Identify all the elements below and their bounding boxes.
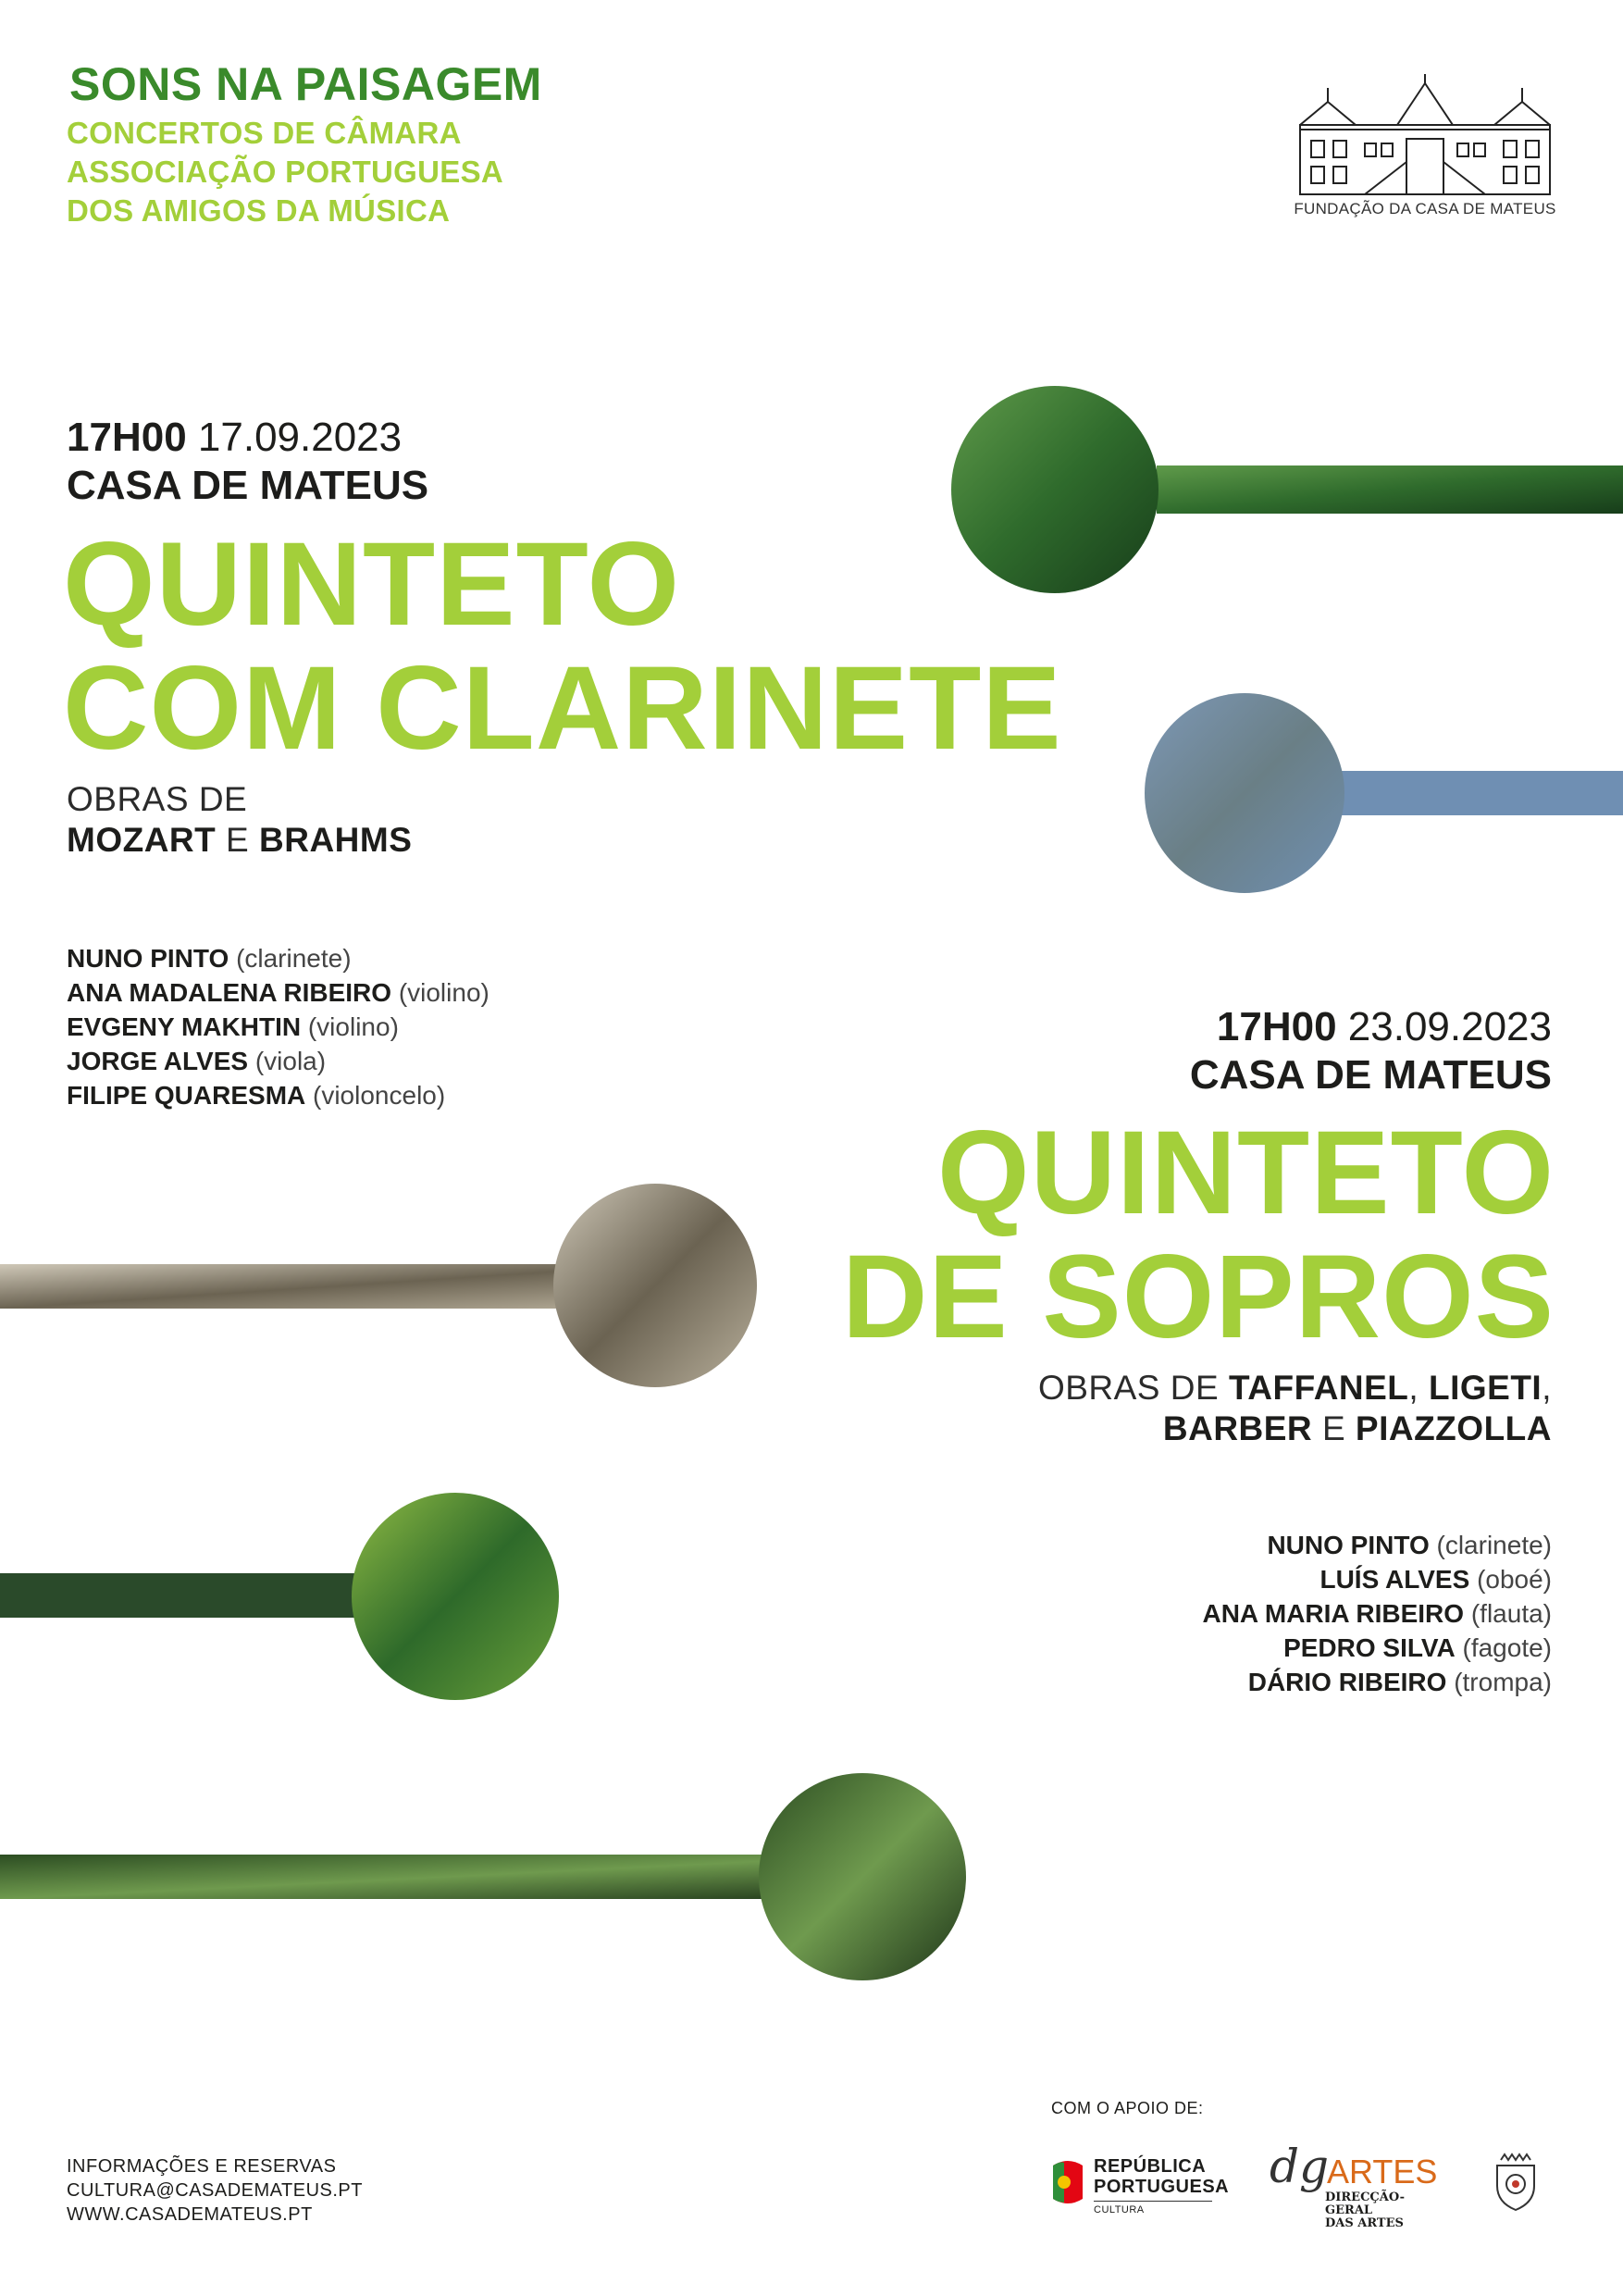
dgartes-logo: dg ARTES DIRECÇÃO-GERAL DAS ARTES xyxy=(1270,2140,1438,2230)
organizer-line2: DOS AMIGOS DA MÚSICA xyxy=(67,193,451,228)
concert2-title-line2: DE SOPROS xyxy=(841,1231,1555,1363)
concert1-venue: CASA DE MATEUS xyxy=(67,463,429,508)
concert1-time: 17H00 xyxy=(67,415,187,460)
performer-item: DÁRIO RIBEIRO (trompa) xyxy=(1247,1668,1552,1696)
email-link[interactable]: CULTURA@CASADEMATEUS.PT xyxy=(67,2180,363,2201)
photo-leaves xyxy=(951,386,1623,593)
info-label: INFORMAÇÕES E RESERVAS xyxy=(67,2156,337,2177)
concert1-date: 17.09.2023 xyxy=(197,415,403,460)
concert2-composer2: LIGETI xyxy=(1428,1369,1542,1407)
series-subtitle: CONCERTOS DE CÂMARA xyxy=(67,116,462,150)
performer-item: PEDRO SILVA (fagote) xyxy=(1283,1633,1552,1662)
concert1-composer1: MOZART xyxy=(67,821,217,859)
concert2-works-prefix: OBRAS DE xyxy=(1037,1369,1220,1407)
footer-contact xyxy=(67,2154,363,2227)
concert1-composer2: BRAHMS xyxy=(259,821,413,859)
performer-item: ANA MADALENA RIBEIRO (violino) xyxy=(67,978,489,1007)
concert2-composer4: PIAZZOLLA xyxy=(1355,1409,1552,1447)
concert2-conj: E xyxy=(1321,1409,1346,1447)
logo-caption: FUNDAÇÃO DA CASA DE MATEUS xyxy=(1294,200,1556,217)
website-link[interactable]: WWW.CASADEMATEUS.PT xyxy=(67,2204,313,2225)
organizer-line1: ASSOCIAÇÃO PORTUGUESA xyxy=(67,155,504,189)
concert2-title-line1: QUINTETO xyxy=(937,1107,1555,1239)
photo-greenery xyxy=(0,1493,559,1700)
series-title: SONS NA PAISAGEM xyxy=(69,58,542,110)
concert2-works: OBRAS DE TAFFANEL, LIGETI, BARBER E PIAZZOLLA xyxy=(1037,1369,1552,1447)
support-label: COM O APOIO DE: xyxy=(1051,2099,1204,2117)
photo-water xyxy=(1145,693,1623,893)
concert1-works-prefix: OBRAS DE xyxy=(67,780,248,818)
concert2-time: 17H00 xyxy=(1216,1004,1337,1049)
concert1-title-line1: QUINTETO xyxy=(63,518,680,651)
performer-item: LUÍS ALVES (oboé) xyxy=(1319,1565,1552,1594)
concert2-composer3: BARBER xyxy=(1162,1409,1313,1447)
concert2-datetime xyxy=(1217,1004,1552,1050)
portugal-flag-icon xyxy=(1047,2158,1086,2206)
concert2-venue: CASA DE MATEUS xyxy=(1189,1052,1552,1098)
concert2-composer1: TAFFANEL xyxy=(1228,1369,1409,1407)
concert1-works xyxy=(67,779,412,861)
performer-item: NUNO PINTO (clarinete) xyxy=(67,944,352,973)
photo-forest xyxy=(0,1773,966,1980)
concert2-date: 23.09.2023 xyxy=(1347,1004,1552,1049)
performer-item: JORGE ALVES (viola) xyxy=(67,1047,327,1075)
concert2-performers xyxy=(1202,1528,1552,1699)
performer-item: EVGENY MAKHTIN (violino) xyxy=(67,1012,399,1041)
concert1-conj: E xyxy=(226,821,250,859)
performer-item: NUNO PINTO (clarinete) xyxy=(1267,1531,1552,1559)
performer-item: FILIPE QUARESMA (violoncelo) xyxy=(67,1081,446,1110)
concert1-title-line2: COM CLARINETE xyxy=(63,642,1062,775)
municipal-coat-of-arms-icon xyxy=(1488,2153,1543,2214)
performer-item: ANA MARIA RIBEIRO (flauta) xyxy=(1202,1599,1552,1628)
photo-blossom xyxy=(0,1184,757,1387)
concert1-datetime xyxy=(67,415,402,461)
concert1-performers xyxy=(67,941,489,1112)
republica-portuguesa-logo: REPÚBLICA PORTUGUESA CULTURA xyxy=(1047,2153,1233,2217)
